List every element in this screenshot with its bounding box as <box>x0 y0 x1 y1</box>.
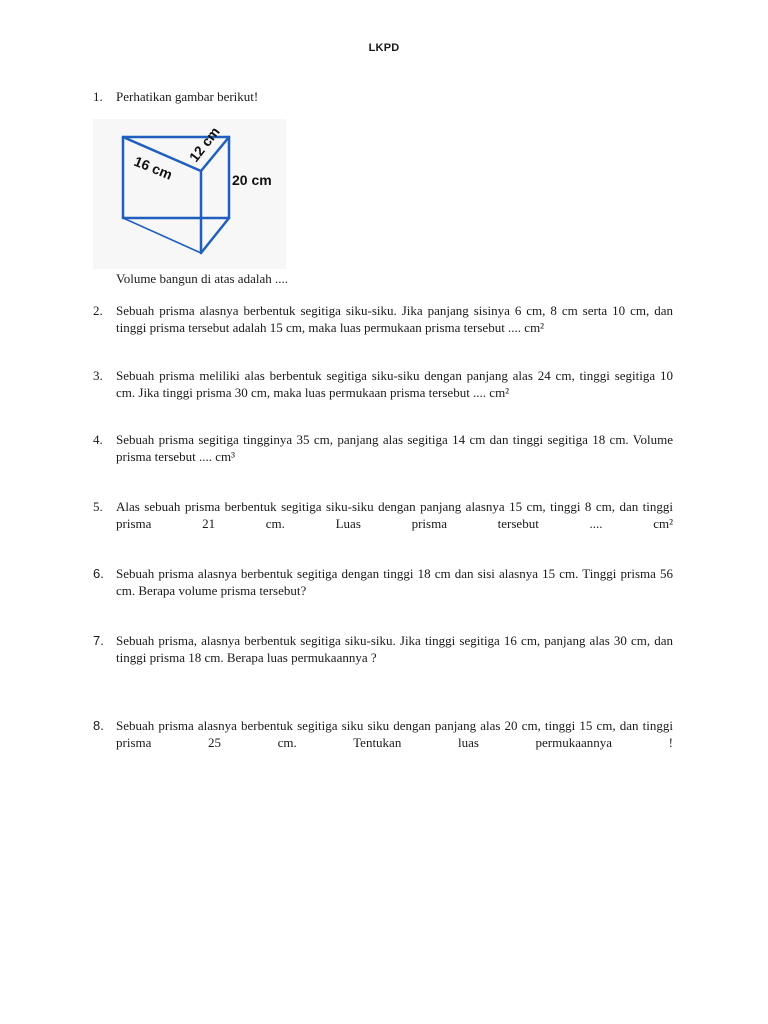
question-number: 4. <box>93 432 103 447</box>
question-number: 7. <box>93 633 104 648</box>
document-title: LKPD <box>368 42 400 54</box>
question-8 <box>93 717 673 751</box>
label-top: 12 cm <box>185 123 223 165</box>
question-2 <box>93 302 673 336</box>
label-height: 20 cm <box>232 172 272 188</box>
question-number: 8. <box>93 718 104 733</box>
question-text: Sebuah prisma alasnya berbentuk segitiga dengan tinggi 18 cm dan sisi alasnya 15 cm. Tinggi prisma 56 cm. Berapa volume prisma tersebut? <box>116 566 673 598</box>
triangular-prism-diagram <box>93 119 286 269</box>
bottom-edge-hidden <box>123 218 201 253</box>
question-3 <box>93 367 673 401</box>
question-number: 1. <box>93 89 103 104</box>
question-1 <box>93 88 673 105</box>
question-7 <box>93 632 673 666</box>
label-slant: 16 cm <box>131 152 175 183</box>
question-6 <box>93 565 673 599</box>
question-text: Perhatikan gambar berikut! <box>116 89 259 104</box>
question-text: Alas sebuah prisma berbentuk segitiga siku-siku dengan panjang alasnya 15 cm, tinggi 8 cm, dan tinggi prisma 21 cm. Luas prisma tersebut .... cm² <box>116 499 673 531</box>
question-4 <box>93 431 673 465</box>
bottom-edge-right <box>201 218 229 253</box>
question-text: Sebuah prisma segitiga tingginya 35 cm, panjang alas segitiga 14 cm dan tinggi segitiga 18 cm. Volume prisma tersebut .... cm³ <box>116 432 673 464</box>
question-text: Sebuah prisma alasnya berbentuk segitiga siku-siku. Jika panjang sisinya 6 cm, 8 cm serta 10 cm, dan tinggi prisma tersebut adalah 15 cm, maka luas permukaan prisma tersebut .... cm² <box>116 303 673 335</box>
question-number: 6. <box>93 566 104 581</box>
prism-figure <box>93 119 286 269</box>
question-text: Sebuah prisma alasnya berbentuk segitiga siku siku dengan panjang alas 20 cm, tinggi 15 cm, dan tinggi prisma 25 cm. Tentukan luas permukaannya ! <box>116 718 673 750</box>
question-number: 5. <box>93 499 103 514</box>
question-text: Sebuah prisma meliliki alas berbentuk segitiga siku-siku dengan panjang alas 24 cm, tinggi segitiga 10 cm. Jika tinggi prisma 30 cm, maka luas permukaan prisma tersebut .... cm² <box>116 368 673 400</box>
question-number: 3. <box>93 368 103 383</box>
question-5 <box>93 498 673 532</box>
question-number: 2. <box>93 303 103 318</box>
question-text: Sebuah prisma, alasnya berbentuk segitiga siku-siku. Jika tinggi segitiga 16 cm, panjang alas 30 cm, dan tinggi prisma 18 cm. Berapa luas permukaannya ? <box>116 633 673 665</box>
figure-caption: Volume bangun di atas adalah .... <box>116 271 288 286</box>
